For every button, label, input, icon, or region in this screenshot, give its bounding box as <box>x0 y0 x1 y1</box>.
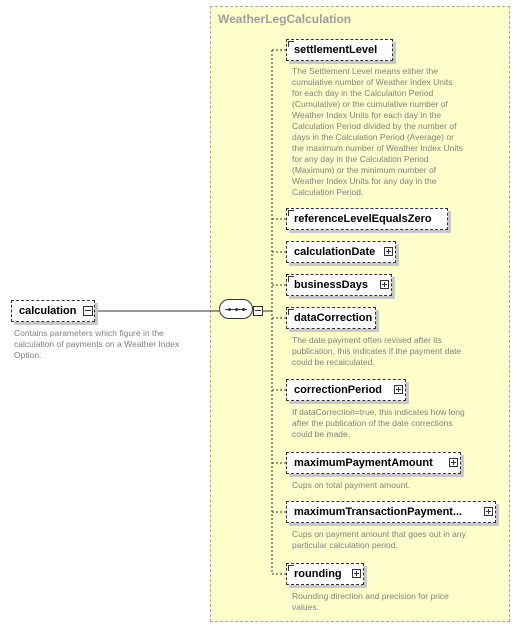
element-maximumpaymentamount[interactable] <box>286 452 461 474</box>
element-settlementlevel[interactable] <box>286 39 393 61</box>
element-label: correctionPeriod <box>294 384 383 396</box>
sequence-collapse-icon[interactable] <box>253 306 263 316</box>
expand-icon[interactable] <box>380 280 389 289</box>
element-doc-maximumpaymentamount: Cups on total payment amount. <box>292 480 411 490</box>
element-calculationdate[interactable] <box>286 241 396 263</box>
sequence-dot-icon <box>228 308 231 311</box>
element-correctionperiod[interactable] <box>286 379 406 401</box>
expand-icon[interactable] <box>394 385 403 394</box>
element-doc-correctionperiod: If dataCorrection=true, this indicates how long after the publication of the date corrections could be made. <box>292 407 465 439</box>
element-calculation[interactable] <box>11 300 95 322</box>
element-label: calculationDate <box>294 246 376 258</box>
expand-icon[interactable] <box>352 569 361 578</box>
element-referencelevelequalszero[interactable] <box>286 208 448 230</box>
expand-icon[interactable] <box>484 507 493 516</box>
element-label: maximumTransactionPayment... <box>294 506 463 518</box>
element-label: businessDays <box>294 279 368 291</box>
element-label: settlementLevel <box>294 44 378 56</box>
expand-icon[interactable] <box>384 247 393 256</box>
element-rounding[interactable] <box>286 563 364 585</box>
element-label: dataCorrection <box>294 312 373 324</box>
sequence-compositor[interactable] <box>219 299 253 319</box>
element-doc-maximumtransactionpayment: Cups on payment amount that goes out in any particular calculation period. <box>292 529 466 550</box>
sequence-dot-icon <box>235 308 238 311</box>
element-label: rounding <box>294 568 342 580</box>
collapse-icon[interactable] <box>83 306 93 316</box>
element-doc-datacorrection: The date payment often revised after its publication, this indicates if the payment date could be recalculated. <box>292 335 462 367</box>
element-doc-settlementlevel: The Settlement Level means either the cumulative number of Weather Index Units for each day in the Calculaiton Period (Cumulative) or the cumulative number of Weather Index Units for each day in the Calculation Period divided by the number of days in the Calculation Period (Average) or the maximum number of Weather Index Units for any day in the Calculation Period (Maximum) or the minimum number of Weather Index Units for any day in the Calculation Period. <box>292 66 463 197</box>
element-maximumtransactionpayment[interactable] <box>286 501 496 523</box>
sequence-dot-icon <box>242 308 245 311</box>
element-label: calculation <box>19 305 77 317</box>
element-doc-rounding: Rounding direction and precision for price values. <box>292 591 449 612</box>
element-doc-calculation: Contains parameters which figure in the calculation of payments on a Weather Index Option. <box>14 328 180 360</box>
element-label: referenceLevelEqualsZero <box>294 213 432 225</box>
element-label: maximumPaymentAmount <box>294 457 433 469</box>
expand-icon[interactable] <box>449 458 458 467</box>
element-businessdays[interactable] <box>286 274 392 296</box>
element-datacorrection[interactable] <box>286 307 376 329</box>
complex-type-title: WeatherLegCalculation <box>218 12 352 26</box>
